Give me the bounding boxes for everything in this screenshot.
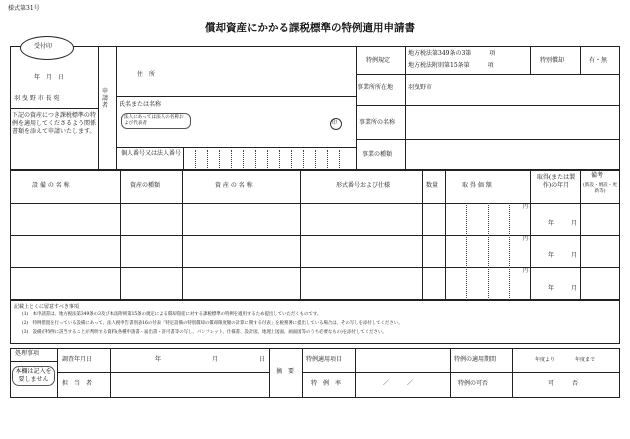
- month-mark: 月: [571, 285, 578, 292]
- office-name-label: 事業所の名称: [359, 119, 396, 126]
- depreciation-label: 特別償却: [540, 57, 565, 64]
- col-cost: 取 得 価 額: [462, 182, 492, 189]
- year-mark: 年: [548, 252, 555, 259]
- survey-year: 年: [155, 356, 162, 363]
- office-location-label: 事業所所在地: [357, 84, 394, 91]
- period-label: 特例の適用期間: [454, 356, 497, 363]
- note-item: (2) 特例措置を行っている設備にあって、法人税申告書別表16の付表「特定設備の特別償却の償却限度額の計算に関する付表」を税務署に提出している場合は、その写しを添付してください。: [22, 321, 403, 326]
- col-quantity: 数量: [426, 182, 439, 189]
- month-mark: 月: [571, 252, 578, 259]
- receipt-stamp-label: 受付印: [34, 43, 53, 50]
- approval-value: 可 否: [548, 380, 579, 387]
- seal-mark-label: 印: [332, 119, 338, 126]
- provision-line-1: 地方税法第349条の3第 項: [408, 50, 496, 57]
- survey-date-label: 調査年月日: [62, 356, 93, 363]
- survey-month: 月: [212, 356, 219, 363]
- individual-number-label: 個人番号又は法人番号: [121, 150, 182, 157]
- rate-label: 特 例 率: [311, 380, 342, 387]
- note-item: (1) 本申請書は、地方税法第349条の3及び本法附則第15条の規定による償却資産に対する課税標準の特例を適用するため提出していただくものです。: [22, 312, 322, 317]
- col-acquisition-date: 取得(または製作)の年月: [536, 174, 576, 189]
- name-label: 氏名または名称: [119, 101, 162, 108]
- col-equipment-name: 設 備 の 名 称: [32, 182, 70, 189]
- date-line: 年 月 日: [34, 74, 65, 81]
- business-type-label: 事業の種類: [362, 151, 393, 158]
- page-title: 償却資産にかかる課税標準の特例適用申請書: [205, 22, 415, 34]
- col-model: 形式番号および仕様: [336, 182, 391, 189]
- month-mark: 月: [571, 220, 578, 227]
- yen-mark: 円: [523, 236, 529, 242]
- yen-mark: 円: [523, 268, 529, 274]
- staff-label: 担 当 者: [62, 380, 93, 387]
- col-remarks: 備考: [591, 172, 604, 179]
- request-text: 下記の資産につき課税標準の特例を適用してくださるよう関係書類を添えて申請いたします。: [12, 112, 97, 136]
- addressee: 羽 曳 野 市 長 宛: [14, 95, 60, 102]
- rate-slash: ／ ／: [383, 380, 414, 387]
- year-mark: 年: [548, 285, 555, 292]
- applicant-label: 申請者: [102, 88, 109, 110]
- summary-label: 摘 要: [276, 368, 295, 375]
- no-fill-note: 本欄は記入を要しません: [12, 366, 55, 386]
- col-asset-name: 資 産 の 名 称: [215, 182, 253, 189]
- col-remarks-sub: (新設・増設・更新等): [583, 183, 617, 194]
- notes-heading: 記載上とくに留意すべき事項: [14, 304, 79, 310]
- form-number: 様式第31号: [8, 5, 40, 12]
- note-item: (3) 設備が特例に該当することが判明する資料(各種申請書・届出書・許可書等の写し、パンフレット、仕様書、設計図、地理上図面、画面図等のうち必要なもの)を添付してください。: [22, 330, 387, 335]
- processing-label: 処理事項: [15, 350, 40, 357]
- special-provision-label: 特例規定: [366, 57, 391, 64]
- provision-line-2: 地方税法附則第15条第 項: [408, 62, 494, 69]
- office-location-value: 羽曳野市: [408, 84, 433, 91]
- depreciation-value: 有・無: [589, 57, 608, 64]
- address-label: 住 所: [137, 71, 156, 78]
- survey-day: 日: [259, 356, 266, 363]
- col-asset-type: 資産の種類: [130, 182, 161, 189]
- approval-label: 特例の可否: [458, 380, 489, 387]
- applied-item-label: 特例適用項目: [306, 356, 343, 363]
- corp-note: 法人にあっては法人の名称および代表者: [121, 113, 191, 129]
- period-value: 年度より 年度まで: [535, 357, 596, 363]
- year-mark: 年: [548, 220, 555, 227]
- yen-mark: 円: [523, 204, 529, 210]
